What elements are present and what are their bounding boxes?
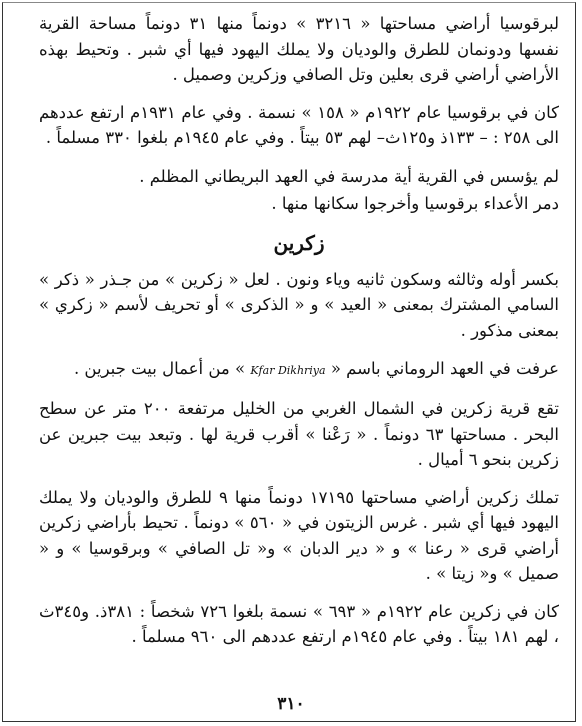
roman-text-before: عرفت في العهد الروماني باسم « [330, 359, 559, 378]
page-frame [2, 2, 576, 722]
paragraph-barqusya-lands: لبرقوسيا أراضي مساحتها « ٣٢١٦ » دونماً منها ٣١ دونماً مساحة القرية نفسها ودونمان للطرق والوديان ولا يملك اليهود فيها أي شبر . وتحيط بهذه الأراضي أراضي قرى بعلين وتل الصافي وزكرين وصميل . [39, 14, 560, 84]
roman-text-after: » من أعمال بيت جبرين . [73, 359, 246, 378]
paragraph-zakarin-roman [39, 355, 559, 384]
paragraph-barqusya-destroyed: دمر الأعداء برقوسيا وأخرجوا سكانها منها . [271, 193, 559, 213]
page-number: ٣١٠ [277, 694, 305, 714]
paragraph-barqusya-school: لم يؤسس في القرية أية مدرسة في العهد البريطاني المظلم . [139, 166, 559, 186]
document-page [39, 11, 559, 650]
section-heading: زكرين [273, 230, 325, 255]
paragraph-zakarin-location: تقع قرية زكرين في الشمال الغربي من الخليل مرتفعة ٢٠٠ متر عن سطح البحر . مساحتها ٦٣ دونماً . « رَعْنا » أقرب قرية لها . وتبعد بيت جبرين عن زكرين بنحو ٦ أميال . [39, 399, 559, 469]
paragraph-barqusya-population: كان في برقوسيا عام ١٩٢٢م « ١٥٨ » نسمة . وفي عام ١٩٣١م ارتفع عددهم الى ٢٥٨ : – ١٣٣ذ و١٢٥ث– لهم ٥٣ بيتاً . وفي عام ١٩٤٥م بلغوا ٣٣٠ مسلماً . [39, 102, 559, 147]
paragraph-zakarin-population: كان في زكرين عام ١٩٢٢م « ٦٩٣ » نسمة بلغوا ٧٢٦ شخصاً : ٣٨١ذ. و٣٤٥ث ، لهم ١٨١ بيتاً . وفي عام ١٩٤٥م ارتفع عددهم الى ٩٦٠ مسلماً . [39, 601, 559, 646]
roman-latin-name: Kfar Dikhriya [250, 364, 326, 377]
paragraph-zakarin-etymology: بكسر أوله وثالثه وسكون ثانيه وياء ونون . لعل « زكرين » من جـذر « ذكر » السامي المشترك بمعنى « العيد » و « الذكرى » أو تحريف لأسم « زكري » بمعنى مذكور . [39, 269, 559, 340]
paragraph-zakarin-lands: تملك زكرين أراضي مساحتها ١٧١٩٥ دونماً منها ٩ للطرق والوديان ولا يملك اليهود فيها أي شبر . غرس الزيتون في « ٥٦٠ » دونماً . تحيط بأراضي زكرين أراضي قرى « رعنا » و « دير الدبان » و« تل الصافي » وبرقوسيا » و « صميل » و« زيتا » . [39, 487, 559, 583]
